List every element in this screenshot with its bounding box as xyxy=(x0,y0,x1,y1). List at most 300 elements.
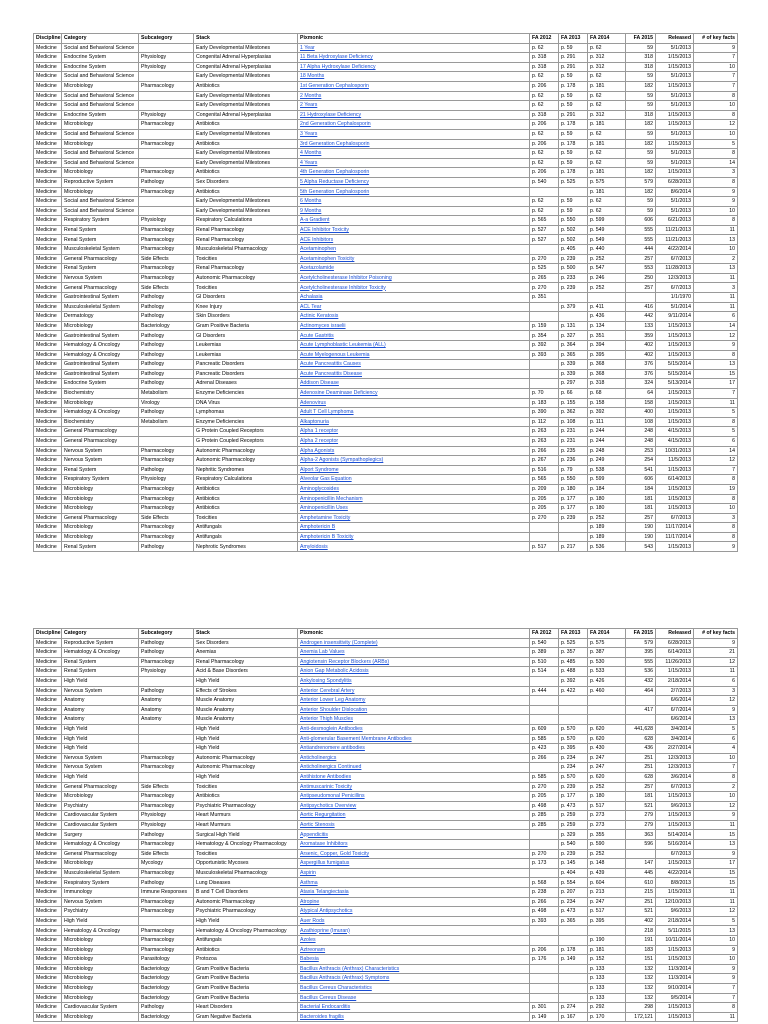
cell-fa2013: p. 108 xyxy=(559,417,588,427)
cell-discipline: Medicine xyxy=(34,744,62,754)
cell-fa2015: 417 xyxy=(626,705,656,715)
cell-pixmonic[interactable]: Anticholinergics xyxy=(298,753,530,763)
cell-fa2015 xyxy=(626,293,656,303)
cell-stack: Anemias xyxy=(194,648,298,658)
cell-pixmonic[interactable]: Aztreonam xyxy=(298,945,530,955)
cell-stack: Toxicities xyxy=(194,513,298,523)
cell-fa2013: p. 339 xyxy=(559,360,588,370)
cell-fa2015: 579 xyxy=(626,638,656,648)
cell-key-facts: 11 xyxy=(694,888,738,898)
cell-category: Nervous System xyxy=(62,686,139,696)
cell-key-facts: 14 xyxy=(694,158,738,168)
cell-pixmonic[interactable]: Arsenic, Copper, Gold Toxicity xyxy=(298,849,530,859)
cell-released: 1/15/2013 xyxy=(656,321,694,331)
cell-pixmonic[interactable]: Anti-glomerular Basement Membrane Antibodies xyxy=(298,734,530,744)
table-row xyxy=(34,1003,738,1013)
cell-fa2013: p. 327 xyxy=(559,331,588,341)
cell-fa2012: p. 516 xyxy=(530,465,559,475)
cell-pixmonic[interactable]: Ataxia Telangiectasia xyxy=(298,888,530,898)
cell-pixmonic[interactable]: 2 Months xyxy=(298,91,530,101)
cell-key-facts: 10 xyxy=(694,955,738,965)
cell-fa2014: p. 538 xyxy=(588,465,626,475)
cell-key-facts: 19 xyxy=(694,484,738,494)
cell-fa2012 xyxy=(530,926,559,936)
cell-pixmonic[interactable]: ACE Inhibitor Toxicity xyxy=(298,225,530,235)
cell-pixmonic[interactable]: 3rd Generation Cephalosporin xyxy=(298,139,530,149)
cell-fa2012: p. 205 xyxy=(530,792,559,802)
cell-pixmonic[interactable]: Azathioprine (Imuran) xyxy=(298,926,530,936)
cell-pixmonic[interactable]: 6 Months xyxy=(298,197,530,207)
cell-discipline: Medicine xyxy=(34,360,62,370)
cell-fa2012: p. 270 xyxy=(530,782,559,792)
cell-key-facts: 4 xyxy=(694,744,738,754)
column-header-fa2013: FA 2013 xyxy=(559,34,588,44)
cell-category: Dermatology xyxy=(62,312,139,322)
cell-pixmonic[interactable]: Bacterial Endocarditis xyxy=(298,1003,530,1013)
cell-pixmonic[interactable]: 4 Months xyxy=(298,149,530,159)
cell-pixmonic[interactable]: Bacillus Anthracis (Anthrax) Characteristics xyxy=(298,964,530,974)
cell-fa2012: p. 62 xyxy=(530,158,559,168)
cell-pixmonic[interactable]: Aortic Stenosis xyxy=(298,820,530,830)
cell-pixmonic[interactable]: Angiotensin Receptor Blockers (ARBs) xyxy=(298,657,530,667)
cell-discipline: Medicine xyxy=(34,158,62,168)
cell-key-facts: 5 xyxy=(694,139,738,149)
table-row xyxy=(34,43,738,53)
cell-pixmonic[interactable]: Adenovirus xyxy=(298,398,530,408)
cell-pixmonic[interactable]: Amphotericin B Toxicity xyxy=(298,532,530,542)
cell-fa2013: p. 231 xyxy=(559,427,588,437)
table-row xyxy=(34,676,738,686)
table-row xyxy=(34,964,738,974)
cell-pixmonic[interactable]: 3 Years xyxy=(298,129,530,139)
cell-stack: Hematology & Oncology Pharmacology xyxy=(194,926,298,936)
cell-subcategory: Anatomy xyxy=(139,705,194,715)
cell-stack: Antibiotics xyxy=(194,81,298,91)
cell-pixmonic[interactable]: 17 Alpha Hydroxylase Deficiency xyxy=(298,62,530,72)
cell-fa2015: 359 xyxy=(626,331,656,341)
cell-stack: Toxicities xyxy=(194,849,298,859)
cell-pixmonic[interactable]: Aminopenicillin Mechanism xyxy=(298,494,530,504)
cell-fa2012: p. 527 xyxy=(530,225,559,235)
table-row xyxy=(34,686,738,696)
cell-fa2014 xyxy=(588,293,626,303)
cell-pixmonic[interactable]: 4th Generation Cephalosporin xyxy=(298,168,530,178)
cell-released: 1/15/2013 xyxy=(656,341,694,351)
cell-stack: High Yield xyxy=(194,772,298,782)
cell-fa2013: p. 404 xyxy=(559,868,588,878)
cell-category: Renal System xyxy=(62,465,139,475)
cell-pixmonic[interactable]: Antihistone Antibodies xyxy=(298,772,530,782)
cell-fa2012: p. 149 xyxy=(530,1012,559,1022)
cell-key-facts: 8 xyxy=(694,110,738,120)
cell-discipline: Medicine xyxy=(34,964,62,974)
cell-pixmonic[interactable]: ACE Inhibitors xyxy=(298,235,530,245)
cell-category: Hematology & Oncology xyxy=(62,341,139,351)
cell-pixmonic[interactable]: Actinomyces israelii xyxy=(298,321,530,331)
cell-subcategory: Physiology xyxy=(139,62,194,72)
cell-fa2014: p. 312 xyxy=(588,62,626,72)
table-row xyxy=(34,840,738,850)
cell-pixmonic[interactable]: Antiandrenomere antibodies xyxy=(298,744,530,754)
cell-category: General Pharmacology xyxy=(62,436,139,446)
cell-discipline: Medicine xyxy=(34,417,62,427)
cell-category: Renal System xyxy=(62,264,139,274)
cell-pixmonic[interactable]: Aspirin xyxy=(298,868,530,878)
cell-subcategory xyxy=(139,734,194,744)
cell-fa2015: 248 xyxy=(626,436,656,446)
cell-category: Microbiology xyxy=(62,983,139,993)
cell-stack: Antibiotics xyxy=(194,187,298,197)
cell-key-facts: 7 xyxy=(694,53,738,63)
cell-fa2012: p. 540 xyxy=(530,638,559,648)
cell-category: Microbiology xyxy=(62,955,139,965)
cell-pixmonic[interactable]: Bacteroides fragilis xyxy=(298,1012,530,1022)
cell-pixmonic[interactable]: Acute Pancreatitis Disease xyxy=(298,369,530,379)
cell-fa2015: 59 xyxy=(626,149,656,159)
cell-fa2015: 257 xyxy=(626,782,656,792)
cell-pixmonic[interactable]: Addison Disease xyxy=(298,379,530,389)
cell-fa2014: p. 536 xyxy=(588,542,626,552)
column-header-subcategory: Subcategory xyxy=(139,34,194,44)
cell-pixmonic[interactable]: Alkaptonuria xyxy=(298,417,530,427)
cell-pixmonic[interactable]: A-a Gradient xyxy=(298,216,530,226)
cell-fa2015: 182 xyxy=(626,81,656,91)
cell-pixmonic[interactable]: 21 Hydroxylase Deficiency xyxy=(298,110,530,120)
cell-pixmonic[interactable]: Acute Pancreatitis Causes xyxy=(298,360,530,370)
cell-subcategory: Pathology xyxy=(139,350,194,360)
cell-pixmonic[interactable]: Anticholinergics Continued xyxy=(298,763,530,773)
cell-stack: Pancreatic Disorders xyxy=(194,360,298,370)
cell-pixmonic[interactable]: Acetylcholinesterase Inhibitor Toxicity xyxy=(298,283,530,293)
cell-fa2012: p. 514 xyxy=(530,667,559,677)
cell-discipline: Medicine xyxy=(34,168,62,178)
cell-stack: Antibiotics xyxy=(194,945,298,955)
cell-pixmonic[interactable]: ACL Tear xyxy=(298,302,530,312)
cell-subcategory xyxy=(139,149,194,159)
cell-pixmonic[interactable]: Aminoglycosides xyxy=(298,484,530,494)
cell-pixmonic[interactable]: Acute Gastritis xyxy=(298,331,530,341)
cell-key-facts: 11 xyxy=(694,273,738,283)
cell-pixmonic[interactable]: Anion Gap Metabolic Acidosis xyxy=(298,667,530,677)
cell-fa2012: p. 393 xyxy=(530,350,559,360)
cell-pixmonic[interactable]: 11 Beta Hydroxylase Deficiency xyxy=(298,53,530,63)
table-row xyxy=(34,341,738,351)
cell-pixmonic[interactable]: Amyloidosis xyxy=(298,542,530,552)
cell-fa2014: p. 133 xyxy=(588,983,626,993)
cell-discipline: Medicine xyxy=(34,715,62,725)
cell-fa2012 xyxy=(530,369,559,379)
cell-fa2014: p. 252 xyxy=(588,849,626,859)
cell-pixmonic[interactable]: Alpha-2 Agonists (Sympathoplegics) xyxy=(298,456,530,466)
cell-pixmonic[interactable]: Acute Myelogenous Leukemia xyxy=(298,350,530,360)
cell-released: 11/26/2013 xyxy=(656,657,694,667)
cell-fa2014: p. 170 xyxy=(588,1012,626,1022)
cell-released: 2/18/2014 xyxy=(656,916,694,926)
cell-subcategory: Pharmacology xyxy=(139,657,194,667)
cell-key-facts: 6 xyxy=(694,436,738,446)
cell-fa2013: p. 405 xyxy=(559,245,588,255)
cell-category: Microbiology xyxy=(62,859,139,869)
cell-key-facts: 11 xyxy=(694,1012,738,1022)
cell-pixmonic[interactable]: Auer Rods xyxy=(298,916,530,926)
cell-pixmonic[interactable]: Acetaminophen Toxicity xyxy=(298,254,530,264)
table-row xyxy=(34,350,738,360)
cell-pixmonic[interactable]: 2 Years xyxy=(298,101,530,111)
table-row xyxy=(34,772,738,782)
cell-subcategory: Pharmacology xyxy=(139,763,194,773)
table-row xyxy=(34,734,738,744)
cell-category: Hematology & Oncology xyxy=(62,648,139,658)
cell-pixmonic[interactable]: Anterior Lower Leg Anatomy xyxy=(298,696,530,706)
cell-subcategory: Pharmacology xyxy=(139,907,194,917)
cell-fa2012 xyxy=(530,715,559,725)
cell-fa2013: p. 59 xyxy=(559,197,588,207)
cell-fa2014: p. 620 xyxy=(588,734,626,744)
table-row xyxy=(34,792,738,802)
cell-category: Biochemistry xyxy=(62,417,139,427)
table-row xyxy=(34,168,738,178)
cell-released: 1/15/2013 xyxy=(656,792,694,802)
cell-pixmonic[interactable]: Adenosine Deaminase Deficiency xyxy=(298,388,530,398)
cell-discipline: Medicine xyxy=(34,197,62,207)
cell-pixmonic[interactable]: Asthma xyxy=(298,878,530,888)
cell-fa2013: p. 395 xyxy=(559,744,588,754)
cell-discipline: Medicine xyxy=(34,245,62,255)
cell-pixmonic[interactable]: Bacillus Cereus Characteristics xyxy=(298,983,530,993)
cell-pixmonic[interactable]: Acetylcholinesterase Inhibitor Poisoning xyxy=(298,273,530,283)
cell-fa2015: 536 xyxy=(626,667,656,677)
cell-key-facts: 13 xyxy=(694,235,738,245)
cell-subcategory: Pathology xyxy=(139,302,194,312)
cell-fa2012: p. 285 xyxy=(530,811,559,821)
cell-released: 1/15/2013 xyxy=(656,139,694,149)
cell-discipline: Medicine xyxy=(34,129,62,139)
cell-fa2012 xyxy=(530,974,559,984)
cell-pixmonic[interactable]: Bacillus Anthracis (Anthrax) Symptoms xyxy=(298,974,530,984)
cell-fa2014: p. 189 xyxy=(588,523,626,533)
cell-fa2014: p. 247 xyxy=(588,763,626,773)
cell-fa2014: p. 394 xyxy=(588,341,626,351)
cell-fa2012: p. 270 xyxy=(530,254,559,264)
cell-fa2014: p. 247 xyxy=(588,753,626,763)
cell-stack: Antibiotics xyxy=(194,494,298,504)
cell-subcategory: Physiology xyxy=(139,110,194,120)
cell-subcategory xyxy=(139,129,194,139)
cell-pixmonic[interactable]: Aspergillus fumigatus xyxy=(298,859,530,869)
cell-released: 11/5/2013 xyxy=(656,456,694,466)
cell-fa2012: p. 565 xyxy=(530,216,559,226)
cell-fa2013: p. 177 xyxy=(559,792,588,802)
cell-pixmonic[interactable]: Anterior Shoulder Dislocation xyxy=(298,705,530,715)
cell-pixmonic[interactable]: 9 Months xyxy=(298,206,530,216)
cell-fa2015: 606 xyxy=(626,216,656,226)
cell-pixmonic[interactable]: Antipsychotics Overview xyxy=(298,801,530,811)
cell-fa2015: 610 xyxy=(626,878,656,888)
cell-released: 5/15/2014 xyxy=(656,360,694,370)
cell-pixmonic[interactable]: Achalasia xyxy=(298,293,530,303)
cell-fa2015: 402 xyxy=(626,350,656,360)
cell-category: Cardiovascular System xyxy=(62,811,139,821)
cell-released: 6/14/2013 xyxy=(656,648,694,658)
cell-category: Microbiology xyxy=(62,120,139,130)
cell-subcategory: Bacteriology xyxy=(139,1012,194,1022)
cell-discipline: Medicine xyxy=(34,983,62,993)
cell-pixmonic[interactable]: Ankylosing Spondylitis xyxy=(298,676,530,686)
cell-fa2014: p. 249 xyxy=(588,456,626,466)
cell-category: Social and Behavioral Science xyxy=(62,197,139,207)
cell-fa2013: p. 422 xyxy=(559,686,588,696)
cell-key-facts: 7 xyxy=(694,993,738,1003)
cell-released: 5/16/2014 xyxy=(656,840,694,850)
cell-pixmonic[interactable]: 5 Alpha Reductase Deficiency xyxy=(298,177,530,187)
cell-pixmonic[interactable]: 4 Years xyxy=(298,158,530,168)
cell-fa2014: p. 604 xyxy=(588,878,626,888)
cell-discipline: Medicine xyxy=(34,81,62,91)
cell-stack: Antibiotics xyxy=(194,120,298,130)
cell-pixmonic[interactable]: Alpha Agonists xyxy=(298,446,530,456)
cell-discipline: Medicine xyxy=(34,72,62,82)
cell-discipline: Medicine xyxy=(34,686,62,696)
cell-fa2014: p. 460 xyxy=(588,686,626,696)
cell-key-facts: 8 xyxy=(694,1003,738,1013)
cell-category: Nervous System xyxy=(62,753,139,763)
cell-fa2013: p. 473 xyxy=(559,801,588,811)
cell-key-facts: 3 xyxy=(694,513,738,523)
cell-pixmonic[interactable]: Anterior Thigh Muscles xyxy=(298,715,530,725)
cell-fa2012: p. 266 xyxy=(530,446,559,456)
cell-stack: Early Developmental Milestones xyxy=(194,91,298,101)
cell-stack: Heart Murmurs xyxy=(194,811,298,821)
header-row xyxy=(34,34,738,44)
cell-pixmonic[interactable]: Acetazolamide xyxy=(298,264,530,274)
cell-subcategory xyxy=(139,158,194,168)
cell-category: Anatomy xyxy=(62,696,139,706)
cell-pixmonic[interactable]: Amphotericin B xyxy=(298,523,530,533)
cell-pixmonic[interactable]: Adult T Cell Lymphoma xyxy=(298,408,530,418)
cell-pixmonic[interactable]: 5th Generation Cephalosporin xyxy=(298,187,530,197)
cell-key-facts: 9 xyxy=(694,964,738,974)
cell-pixmonic[interactable]: Babesia xyxy=(298,955,530,965)
cell-category: Microbiology xyxy=(62,484,139,494)
cell-released: 1/15/2013 xyxy=(656,1012,694,1022)
cell-key-facts: 5 xyxy=(694,724,738,734)
cell-pixmonic[interactable]: Actinic Keratosis xyxy=(298,312,530,322)
cell-category: Microbiology xyxy=(62,398,139,408)
cell-discipline: Medicine xyxy=(34,705,62,715)
cell-pixmonic[interactable]: Alpha 2 receptor xyxy=(298,436,530,446)
cell-released: 5/1/2013 xyxy=(656,101,694,111)
cell-fa2012: p. 206 xyxy=(530,139,559,149)
cell-pixmonic[interactable]: 1 Year xyxy=(298,43,530,53)
cell-pixmonic[interactable]: Aromatase Inhibitors xyxy=(298,840,530,850)
cell-pixmonic[interactable]: Atypical Antipsychotics xyxy=(298,907,530,917)
cell-pixmonic[interactable]: Anti-desmoglein Antibodies xyxy=(298,724,530,734)
table-row xyxy=(34,331,738,341)
cell-subcategory: Pharmacology xyxy=(139,264,194,274)
cell-category: Microbiology xyxy=(62,139,139,149)
cell-subcategory: Pathology xyxy=(139,542,194,552)
cell-fa2013: p. 239 xyxy=(559,782,588,792)
table-row xyxy=(34,129,738,139)
table-row xyxy=(34,542,738,552)
cell-fa2012: p. 205 xyxy=(530,494,559,504)
table-row xyxy=(34,360,738,370)
cell-fa2012: p. 585 xyxy=(530,734,559,744)
cell-released: 1/15/2013 xyxy=(656,168,694,178)
cell-pixmonic[interactable]: Alport Syndrome xyxy=(298,465,530,475)
cell-pixmonic[interactable]: Acute Lymphoblastic Leukemia (ALL) xyxy=(298,341,530,351)
cell-pixmonic[interactable]: Azoles xyxy=(298,936,530,946)
cell-pixmonic[interactable]: Anterior Cerebral Artery xyxy=(298,686,530,696)
cell-stack: Gram Positive Bacteria xyxy=(194,993,298,1003)
cell-pixmonic[interactable]: 18 Months xyxy=(298,72,530,82)
cell-stack: Early Developmental Milestones xyxy=(194,206,298,216)
table-row xyxy=(34,888,738,898)
cell-discipline: Medicine xyxy=(34,446,62,456)
cell-pixmonic[interactable]: Antimuscarinic Toxicity xyxy=(298,782,530,792)
table-row xyxy=(34,465,738,475)
cell-pixmonic[interactable]: Anemia Lab Values xyxy=(298,648,530,658)
cell-key-facts: 7 xyxy=(694,81,738,91)
cell-subcategory xyxy=(139,724,194,734)
cell-key-facts: 10 xyxy=(694,504,738,514)
cell-key-facts: 10 xyxy=(694,936,738,946)
cell-pixmonic[interactable]: Bacillus Cereus Disease xyxy=(298,993,530,1003)
cell-fa2012: p. 206 xyxy=(530,81,559,91)
cell-released: 5/14/2014 xyxy=(656,830,694,840)
cell-released: 1/15/2013 xyxy=(656,945,694,955)
cell-pixmonic[interactable]: Antipseudomonal Penicillins xyxy=(298,792,530,802)
cell-pixmonic[interactable]: 1st Generation Cephalosporin xyxy=(298,81,530,91)
cell-released: 3/6/2014 xyxy=(656,772,694,782)
cell-fa2014: p. 62 xyxy=(588,197,626,207)
cell-subcategory: Pharmacology xyxy=(139,446,194,456)
cell-pixmonic[interactable]: Appendicitis xyxy=(298,830,530,840)
cell-released: 6/7/2013 xyxy=(656,283,694,293)
cell-pixmonic[interactable]: Aortic Regurgitation xyxy=(298,811,530,821)
cell-stack: Enzyme Deficiencies xyxy=(194,417,298,427)
cell-stack: Antifungals xyxy=(194,523,298,533)
cell-key-facts: 11 xyxy=(694,820,738,830)
cell-stack: Early Developmental Milestones xyxy=(194,197,298,207)
cell-stack: High Yield xyxy=(194,724,298,734)
cell-discipline: Medicine xyxy=(34,398,62,408)
cell-fa2014: p. 395 xyxy=(588,916,626,926)
cell-fa2013: p. 502 xyxy=(559,235,588,245)
cell-subcategory xyxy=(139,206,194,216)
column-header-fa2015: FA 2015 xyxy=(626,629,656,639)
cell-subcategory xyxy=(139,676,194,686)
cell-fa2014 xyxy=(588,715,626,725)
cell-pixmonic[interactable]: Amphetamine Toxicity xyxy=(298,513,530,523)
cell-category: General Pharmacology xyxy=(62,782,139,792)
cell-subcategory: Pathology xyxy=(139,408,194,418)
cell-discipline: Medicine xyxy=(34,235,62,245)
table-row xyxy=(34,753,738,763)
cell-pixmonic[interactable]: Acetaminophen xyxy=(298,245,530,255)
cell-pixmonic[interactable]: Alveolar Gas Equation xyxy=(298,475,530,485)
cell-subcategory: Pathology xyxy=(139,830,194,840)
cell-fa2013: p. 235 xyxy=(559,446,588,456)
cell-pixmonic[interactable]: Atropine xyxy=(298,897,530,907)
cell-pixmonic[interactable]: Aminopenicillin Uses xyxy=(298,504,530,514)
cell-released: 9/6/2013 xyxy=(656,801,694,811)
cell-pixmonic[interactable]: 2nd Generation Cephalosporin xyxy=(298,120,530,130)
cell-pixmonic[interactable]: Androgen insensitivity (Complete) xyxy=(298,638,530,648)
cell-pixmonic[interactable]: Alpha 1 receptor xyxy=(298,427,530,437)
cell-fa2013 xyxy=(559,715,588,725)
cell-category: Microbiology xyxy=(62,964,139,974)
